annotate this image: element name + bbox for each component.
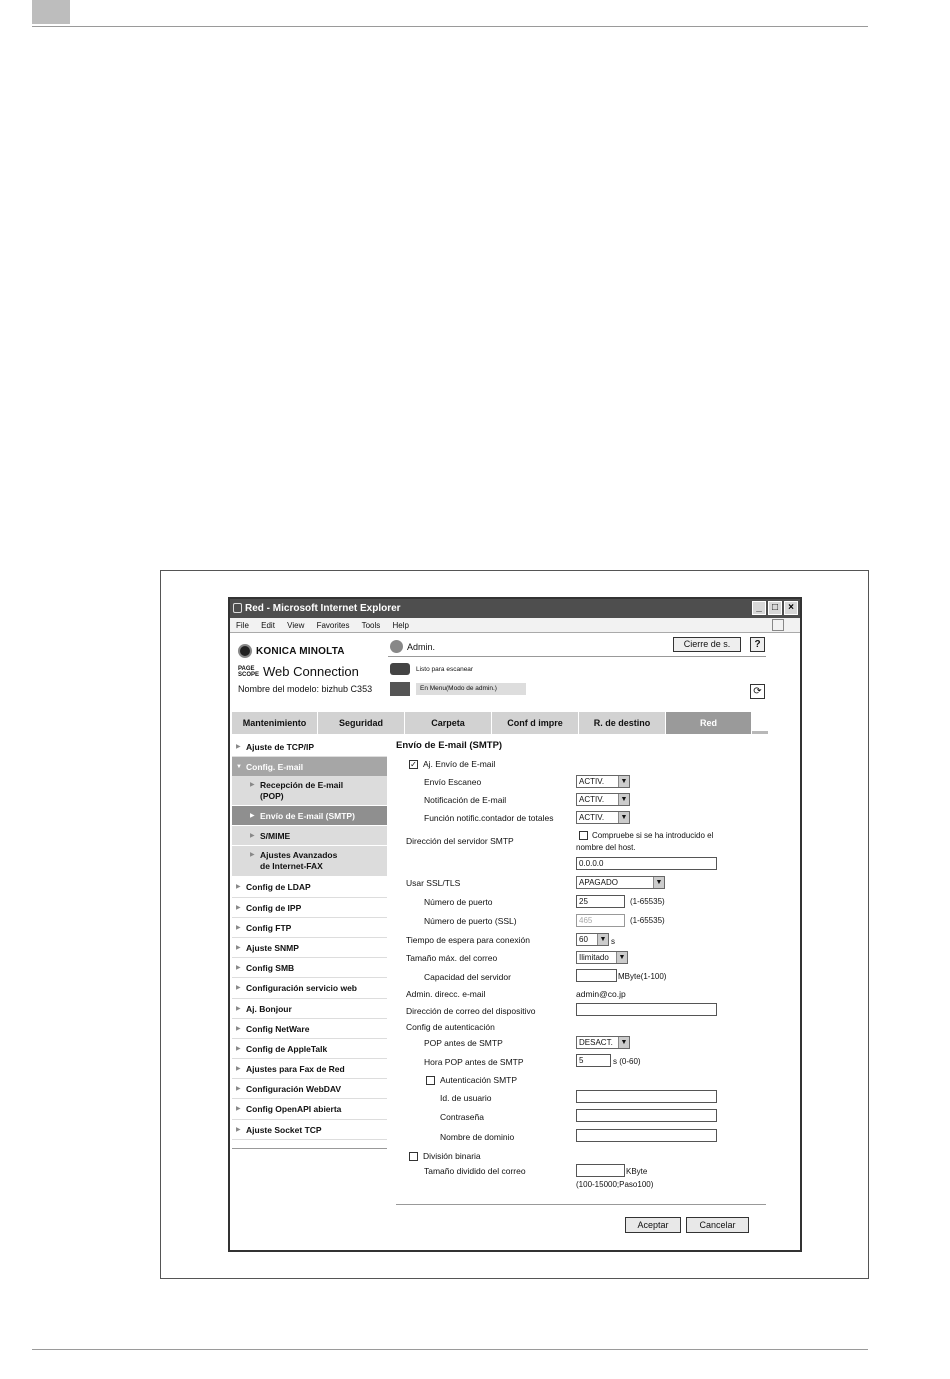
pop-before-select[interactable]: DESACT. ▼ xyxy=(576,1036,630,1049)
domain-label: Nombre de dominio xyxy=(440,1132,515,1142)
auth-section-label: Config de autenticación xyxy=(406,1022,495,1032)
ok-button[interactable]: Aceptar xyxy=(625,1217,681,1233)
sidebar xyxy=(232,737,387,1149)
email-send-label: Aj. Envío de E-mail xyxy=(423,759,496,769)
sidebar-item-ipp[interactable]: ▶ Config de IPP xyxy=(232,898,387,918)
chevron-down-icon: ▼ xyxy=(616,952,627,963)
maximize-button[interactable]: □ xyxy=(768,601,782,615)
sidebar-item-webdav[interactable]: ▶ Configuración WebDAV xyxy=(232,1079,387,1099)
split-size-range: (100-15000;Paso100) xyxy=(576,1180,654,1189)
counter-notify-select[interactable]: ACTIV. ▼ xyxy=(576,811,630,824)
port-input[interactable]: 25 xyxy=(576,895,625,908)
minimize-button[interactable]: _ xyxy=(752,601,766,615)
mode-status: En Menu(Modo de admin.) xyxy=(390,682,526,696)
scan-send-select[interactable]: ACTIV. ▼ xyxy=(576,775,630,788)
form-footer-divider xyxy=(396,1204,766,1205)
sidebar-item-webservice[interactable]: ▶ Configuración servicio web xyxy=(232,978,387,998)
sidebar-item-appletalk[interactable]: ▶ Config de AppleTalk xyxy=(232,1039,387,1059)
printer-icon xyxy=(390,682,410,696)
scan-status: Listo para escanear xyxy=(390,663,473,675)
device-email-label: Dirección de correo del dispositivo xyxy=(406,1006,536,1016)
timeout-select[interactable]: 60 ▼ xyxy=(576,933,609,946)
sidebar-item-tcpip[interactable]: ▶ Ajuste de TCP/IP xyxy=(232,737,387,757)
windows-flag-icon xyxy=(772,619,784,631)
header-rule xyxy=(32,26,868,27)
binary-split-checkbox[interactable] xyxy=(409,1152,418,1161)
tab-conf-impre[interactable]: Conf d impre xyxy=(492,712,579,734)
tab-destino[interactable]: R. de destino xyxy=(579,712,666,734)
ssl-label: Usar SSL/TLS xyxy=(406,878,461,888)
sidebar-sub-smime[interactable]: ▶ S/MIME xyxy=(232,826,387,846)
sidebar-item-snmp[interactable]: ▶ Ajuste SNMP xyxy=(232,938,387,958)
ie-icon xyxy=(233,603,242,613)
menu-favorites[interactable]: Favorites xyxy=(316,621,350,630)
pop-before-label: POP antes de SMTP xyxy=(424,1038,503,1048)
port-ssl-range: (1-65535) xyxy=(630,916,665,925)
email-send-checkbox[interactable]: ✓ xyxy=(410,760,417,769)
tab-red[interactable]: Red xyxy=(666,712,752,734)
brand-logo: KONICA MINOLTA xyxy=(238,644,345,658)
binary-split-label: División binaria xyxy=(423,1151,481,1161)
sidebar-item-email[interactable]: ▼ Config. E-mail xyxy=(232,757,387,777)
pagescope-logo: PAGE SCOPE Web Connection xyxy=(238,664,359,679)
product-name: Web Connection xyxy=(263,664,359,679)
pop-time-input[interactable]: 5 xyxy=(576,1054,611,1067)
user-id-input[interactable] xyxy=(576,1090,717,1103)
sidebar-item-bonjour[interactable]: ▶ Aj. Bonjour xyxy=(232,999,387,1019)
title-bar xyxy=(230,599,800,618)
page-corner-tab xyxy=(32,0,70,24)
sidebar-item-tcp-socket[interactable]: ▶ Ajuste Socket TCP xyxy=(232,1120,387,1140)
sidebar-divider xyxy=(232,1148,387,1149)
sidebar-item-openapi[interactable]: ▶ Config OpenAPI abierta xyxy=(232,1099,387,1119)
menu-help[interactable]: Help xyxy=(392,621,409,630)
user-id-label: Id. de usuario xyxy=(440,1093,492,1103)
scan-send-label: Envío Escaneo xyxy=(424,777,482,787)
smtp-auth-label: Autenticación SMTP xyxy=(440,1075,518,1085)
port-ssl-input[interactable]: 465 xyxy=(576,914,625,927)
domain-input[interactable] xyxy=(576,1129,717,1142)
timeout-label: Tiempo de espera para conexión xyxy=(406,935,530,945)
menu-edit[interactable]: Edit xyxy=(261,621,275,630)
pop-time-label: Hora POP antes de SMTP xyxy=(424,1057,524,1067)
close-button[interactable]: × xyxy=(784,601,798,615)
chevron-down-icon: ▼ xyxy=(618,794,629,805)
ssl-select[interactable]: APAGADO ▼ xyxy=(576,876,665,889)
counter-notify-label: Función notific.contador de totales xyxy=(424,813,554,823)
smtp-server-input[interactable]: 0.0.0.0 xyxy=(576,857,717,870)
max-size-label: Tamaño máx. del correo xyxy=(406,953,498,963)
chevron-down-icon: ▼ xyxy=(653,877,664,888)
page-title: Envío de E-mail (SMTP) xyxy=(396,740,503,751)
menu-file[interactable]: File xyxy=(236,621,249,630)
max-size-select[interactable]: Ilimitado ▼ xyxy=(576,951,628,964)
pop-time-unit: s (0-60) xyxy=(613,1057,641,1066)
refresh-button[interactable]: ⟳ xyxy=(750,684,765,699)
admin-email-value: admin@co.jp xyxy=(576,989,626,999)
port-label: Número de puerto xyxy=(424,897,493,907)
smtp-auth-checkbox[interactable] xyxy=(426,1076,435,1085)
tab-mantenimiento[interactable]: Mantenimiento xyxy=(232,712,318,734)
user-indicator: Admin. xyxy=(390,640,435,653)
menu-bar xyxy=(230,618,800,633)
capacity-unit: MByte(1-100) xyxy=(618,972,667,981)
chevron-down-icon: ▼ xyxy=(597,934,608,945)
sidebar-item-smb[interactable]: ▶ Config SMB xyxy=(232,958,387,978)
smtp-form xyxy=(396,740,776,1240)
split-size-unit: KByte xyxy=(626,1167,648,1176)
app-header xyxy=(230,634,800,712)
password-input[interactable] xyxy=(576,1109,717,1122)
port-range: (1-65535) xyxy=(630,897,665,906)
smtp-server-label: Dirección del servidor SMTP xyxy=(406,836,514,846)
scanner-icon xyxy=(390,663,410,675)
menu-view[interactable]: View xyxy=(287,621,305,630)
model-name: Nombre del modelo: bizhub C353 xyxy=(238,684,373,694)
device-email-input[interactable] xyxy=(576,1003,717,1016)
chevron-down-icon: ▼ xyxy=(618,776,629,787)
user-icon xyxy=(390,640,403,653)
tab-carpeta[interactable]: Carpeta xyxy=(405,712,492,734)
port-ssl-label: Número de puerto (SSL) xyxy=(424,916,517,926)
sidebar-sub-pop[interactable]: ▶ Recepción de E-mail (POP) xyxy=(232,777,387,806)
help-button[interactable]: ? xyxy=(750,637,765,652)
sidebar-item-ftp[interactable]: ▶ Config FTP xyxy=(232,918,387,938)
browser-window xyxy=(228,597,802,1252)
sidebar-item-network-fax[interactable]: ▶ Ajustes para Fax de Red xyxy=(232,1059,387,1079)
footer-rule xyxy=(32,1349,868,1350)
password-label: Contraseña xyxy=(440,1112,484,1122)
split-size-label: Tamaño dividido del correo xyxy=(424,1166,526,1176)
header-divider xyxy=(388,656,766,657)
admin-email-label: Admin. direcc. e-mail xyxy=(406,989,486,999)
main-tabs xyxy=(232,712,768,734)
cancel-button[interactable]: Cancelar xyxy=(686,1217,749,1233)
sidebar-item-netware[interactable]: ▶ Config NetWare xyxy=(232,1019,387,1039)
globe-icon xyxy=(238,644,252,658)
notify-select[interactable]: ACTIV. ▼ xyxy=(576,793,630,806)
menu-tools[interactable]: Tools xyxy=(361,621,381,630)
logout-button[interactable]: Cierre de s. xyxy=(673,637,741,652)
sidebar-sub-smtp[interactable]: ▶ Envío de E-mail (SMTP) xyxy=(232,806,387,826)
window-title: Red - Microsoft Internet Explorer xyxy=(245,603,401,614)
capacity-input[interactable] xyxy=(576,969,617,982)
check-host-label: Compruebe si se ha introducido el nombre del host. xyxy=(576,831,714,852)
chevron-down-icon: ▼ xyxy=(618,812,629,823)
split-size-input[interactable] xyxy=(576,1164,625,1177)
capacity-label: Capacidad del servidor xyxy=(424,972,511,982)
chevron-down-icon: ▼ xyxy=(618,1037,629,1048)
sidebar-sub-ifax[interactable]: ▶ Ajustes Avanzados de Internet-FAX xyxy=(232,846,387,877)
sidebar-item-ldap[interactable]: ▶ Config de LDAP xyxy=(232,877,387,897)
notify-label: Notificación de E-mail xyxy=(424,795,507,805)
tab-seguridad[interactable]: Seguridad xyxy=(318,712,405,734)
timeout-unit: s xyxy=(611,937,615,946)
